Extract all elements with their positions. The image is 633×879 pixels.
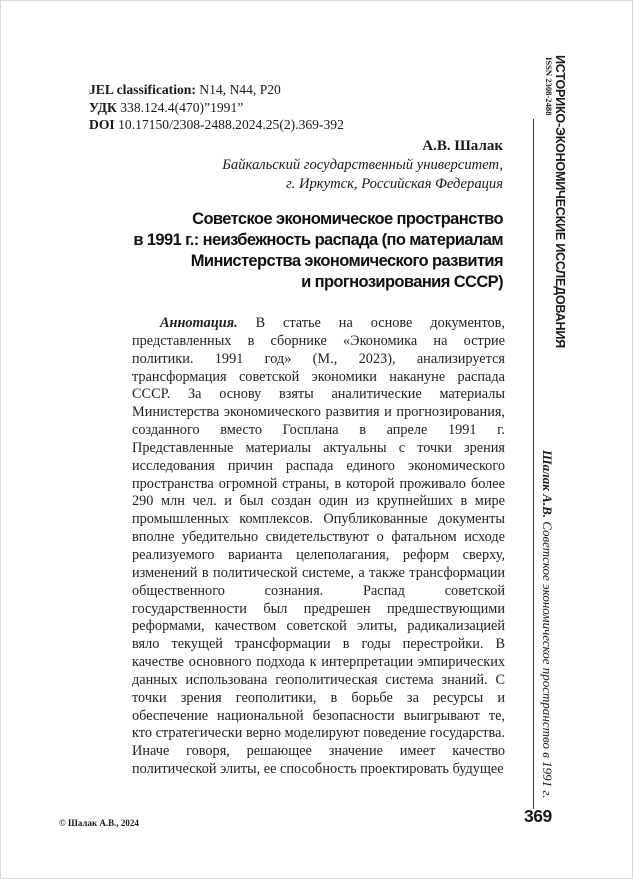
title-line: Министерства экономического развития xyxy=(190,252,503,270)
sidebar-rule xyxy=(533,119,534,809)
jel-classification: JEL classification: N14, N44, P20 xyxy=(89,82,281,97)
author-block xyxy=(163,137,503,194)
page-number: 369 xyxy=(524,806,552,826)
article-title xyxy=(83,209,503,293)
article-metadata xyxy=(89,81,344,134)
title-line: Советское экономическое пространство xyxy=(192,210,503,228)
author-name: А.В. Шалак xyxy=(422,138,503,154)
udk-code: УДК 338.124.4(470)”1991” xyxy=(89,99,244,115)
title-line: и прогнозирования СССР) xyxy=(301,273,503,291)
abstract xyxy=(132,315,505,779)
abstract-label: Аннотация. xyxy=(160,315,238,331)
issn: ISSN 2308-2488 xyxy=(544,57,554,116)
running-header xyxy=(539,450,555,799)
author-affiliation-line2: г. Иркутск, Российская Федерация xyxy=(286,176,503,192)
journal-title: ИСТОРИКО-ЭКОНОМИЧЕСКИЕ ИССЛЕДОВАНИЯ xyxy=(553,55,567,348)
abstract-text: В статье на основе документов, представленных в сборнике «Экономика на острие политики. 1991 год» (М., 2023), анализируется трансформация советской экономики накануне распада СССР. За основу взяты аналитические материалы Министерства экономического развития и прогнозирования, созданного вместо Госплана в апреле 1991 г. Представленные материалы актуальны с точки зрения исследования причин распада единого экономического пространства огромной страны, в которой проживало более 290 млн чел. и был создан один из крупнейших в мире промышленных комплексов. Опубликованные документы вполне убедительно свидетельствуют о фатальном исходе реализуемого варианта целеполагания, реформ сверху, изменений в политической системе, а также трансформации общественного сознания. Распад советской государственности был предрешен предшествующими реформами, качеством советской элиты, радикализацией вяло текущей трансформации в годы перестройки. В качестве основного подхода к интерпретации эмпирических данных использована геополитическая система знаний. С точки зрения геополитики, в борьбе за ресурсы и обеспечение национальной безопасности выигрывают те, кто стратегически верно моделируют поведение государства. Иначе говоря, решающее значение имеет качество политической элиты, ее способность проектировать будущее xyxy=(132,315,505,778)
copyright: © Шалак А.В., 2024 xyxy=(59,818,139,828)
running-title: Советское экономическое пространство в 1991 г. xyxy=(540,521,555,799)
doi: DOI 10.17150/2308-2488.2024.25(2).369-392 xyxy=(89,117,344,132)
author-affiliation-line1: Байкальский государственный университет, xyxy=(222,157,503,173)
running-author: Шалак А.В. xyxy=(540,450,555,518)
title-line: в 1991 г.: неизбежность распада (по материалам xyxy=(133,231,503,249)
